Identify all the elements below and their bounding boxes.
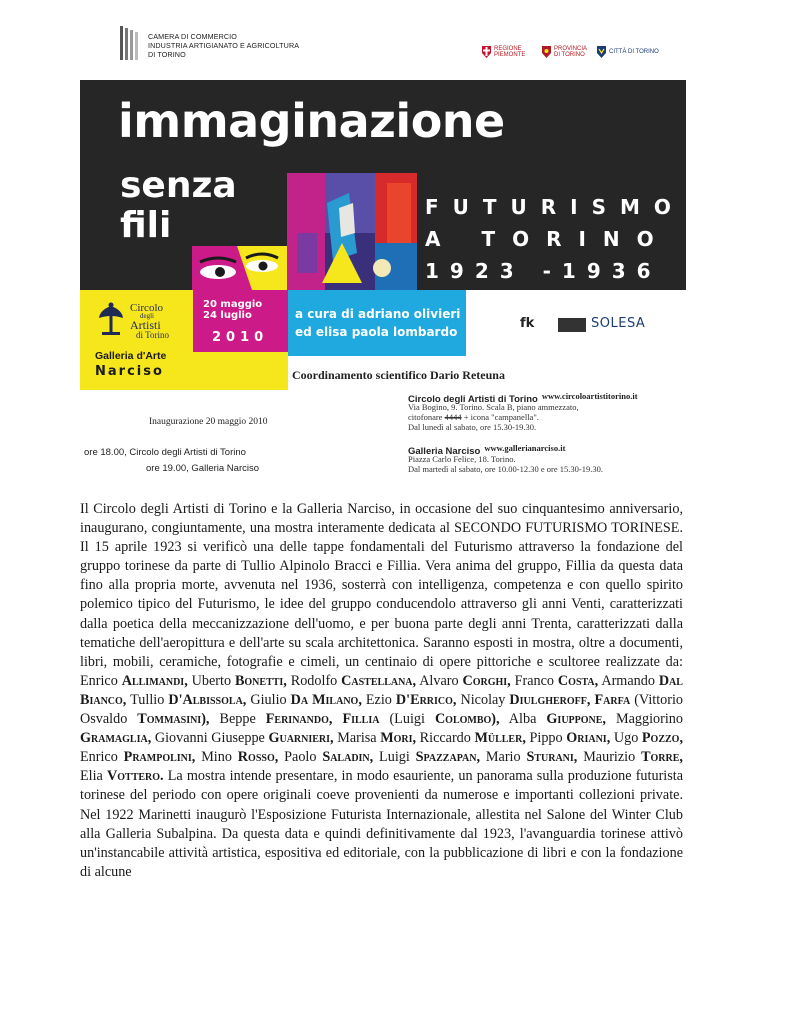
artist-surname: D'Errico, — [395, 691, 457, 708]
camera-di-commercio-logo-icon — [118, 24, 142, 62]
artist-surname: Rosso, — [237, 749, 279, 766]
sponsor-solesa-logo: SOLESA — [591, 316, 646, 331]
artist-surname: Farfa — [594, 691, 631, 708]
venue-narciso-url[interactable]: www.gallerianarciso.it — [484, 443, 566, 453]
artist-firstname: Mino — [195, 749, 238, 766]
artist-surname: Guarnieri, — [268, 730, 334, 747]
artist-surname: Diulgheroff, — [509, 691, 591, 708]
coordinamento-text: Coordinamento scientifico Dario Reteuna — [292, 368, 505, 382]
years-heading: 1923 -1936 — [425, 259, 662, 283]
artist-surname: Pozzo, — [641, 730, 684, 747]
provincia-shield-icon — [542, 46, 551, 58]
artist-surname: Giuppone, — [546, 711, 606, 728]
poster-title-fili: fili — [120, 205, 172, 246]
artist-surname: Dal Bianco, — [80, 672, 683, 708]
body-paragraph: Il Circolo degli Artisti di Torino e la Galleria Narciso, in occasione del suo cinquantesimo anniversario, inaugurano, congiuntamente, una mostra interamente dedicata al SECONDO FUTURISMO TORINESE. Il 15 aprile 1923 si verificò una delle tappe fondamentali del Futurismo attraverso la fondazione del gruppo torinese da parte di Tullio Alpinolo Bracci e Fillia. Vera anima del gruppo, Fillia da questa data fino alla propria morte, avvenuta nel 1936, sosterrà con intelligenza, competenza e con quello spirito polemico tipico del Futurismo, le idee del gruppo conducendolo attraverso gli anni Venti, caratterizzati dalla poetica della meccanizzazione dell'uomo, e per buona parte degli anni Trenta, caratterizzati dalla tematiche dell'aeropittura e dell'arte su scala architettonica. Saranno esposti in mostra, oltre a documenti, libri, mobili, ceramiche, fotografie e cimeli, un centinaio di opere pittoriche e scultoree realizzate da: Enrico Allimandi, Uberto Bonetti, Rodolfo Castellana, Alvaro Corghi, Franco Costa, Armando Dal Bianco, Tullio D'Albissola, Giulio Da Milano, Ezio D'Errico, Nicolay Diulgheroff, Farfa (Vittorio Osvaldo Tommasini), Beppe Ferinando, Fillia (Luigi Colombo), Alba Giuppone, Maggiorino Gramaglia, Giovanni Giuseppe Guarnieri, Marisa Mori, Riccardo Müller, Pippo Oriani, Ugo Pozzo, Enrico Prampolini, Mino Rosso, Paolo Saladin, Luigi Spazzapan, Mario Sturani, Maurizio Torre, Elia Vottero. La mostra intende presentare, in modo esauriente, un panorama sulla produzione futurista torinese del periodo con opere originali coeve provenienti da numerose e importanti collezioni private. Nel 1922 Marinetti inaugurò l'Esposizione Futurista Internazionale, allestita nel Salone del Winter Club alla Galleria Subalpina. Da questa data e quindi definitivamente dal 1923, l'avanguardia torinese attivò un'instancabile attività artistica, espositiva ed editoriale, con la pubblicazione di libri e con la fondazione di alcune — [80, 501, 684, 880]
galleria-label: Galleria d'Arte — [95, 350, 167, 362]
provincia-torino-logo: PROVINCIA DI TORINO — [542, 42, 587, 62]
artist-firstname: Giulio — [246, 691, 291, 708]
artist-firstname: Maggiorino — [605, 711, 683, 728]
artist-firstname: Giovanni Giuseppe — [151, 730, 269, 747]
artist-surname: Colombo), — [434, 711, 500, 728]
artist-firstname: Franco — [510, 672, 558, 689]
artist-firstname: Enrico — [80, 749, 124, 766]
regione-piemonte-logo: REGIONE PIEMONTE — [482, 42, 525, 62]
venue-circolo-details: Via Bogino, 9. Torino. Scala B, piano ammezzato, citofonare 4444 + icona "campanella". Dal lunedì al sabato, ore 15.30-19.30. — [408, 402, 579, 432]
artist-firstname: Uberto — [187, 672, 235, 689]
sponsor-fk-logo: fk — [520, 316, 535, 331]
a-torino-heading: A TORINO — [425, 227, 671, 251]
opening-time-2: ore 19.00, Galleria Narciso — [146, 463, 259, 474]
citta-torino-logo: CITTÀ DI TORINO — [597, 42, 659, 62]
body-text — [80, 500, 683, 882]
artist-surname: Da Milano, — [290, 691, 362, 708]
artist-surname: Prampolini, — [123, 749, 196, 766]
artist-surname: Allimandi, — [121, 672, 188, 689]
artist-surname: Spazzapan, — [415, 749, 481, 766]
artist-surname: D'Albissola, — [168, 691, 247, 708]
artist-firstname: Alvaro — [416, 672, 463, 689]
futurismo-heading: FUTURISMO — [425, 195, 685, 219]
artist-surname: Torre, — [641, 749, 683, 766]
artist-surname: Gramaglia, — [80, 730, 152, 747]
artist-surname: Müller, — [474, 730, 526, 747]
artist-firstname: Marisa — [333, 730, 381, 747]
venue-circolo-url[interactable]: www.circoloartistitorino.it — [541, 391, 638, 401]
artist-surname: Fillia — [342, 711, 380, 728]
artist-firstname: Enrico — [80, 672, 122, 689]
regione-shield-icon — [482, 46, 491, 58]
sponsor-box-logo-icon — [558, 318, 586, 332]
exhibition-dates: 20 maggio 24 luglio — [203, 299, 263, 321]
artist-firstname: Riccardo — [416, 730, 475, 747]
artist-firstname: Mario — [480, 749, 527, 766]
artist-firstname: Luigi — [373, 749, 416, 766]
eyes-artwork-image — [192, 246, 287, 290]
inaugurazione-text: Inaugurazione 20 maggio 2010 — [149, 417, 268, 427]
artist-firstname — [332, 711, 342, 727]
artist-firstname: Rodolfo — [286, 672, 342, 689]
futurist-painting-image — [287, 173, 417, 290]
artist-surname: Corghi, — [462, 672, 511, 689]
artist-surname: Vottero. — [107, 768, 164, 785]
artist-firstname: Beppe — [209, 711, 266, 728]
circolo-tree-icon — [96, 300, 126, 340]
venue-circolo-name: Circolo degli Artisti di Torino — [408, 394, 538, 405]
artist-surname: Bonetti, — [234, 672, 287, 689]
exhibition-year: 2010 — [212, 330, 269, 345]
opening-time-1: ore 18.00, Circolo degli Artisti di Torino — [84, 447, 246, 458]
narciso-label: Narciso — [95, 364, 164, 379]
poster-title-senza: senza — [120, 165, 237, 206]
artist-surname: Castellana, — [341, 672, 417, 689]
citta-shield-icon — [597, 46, 606, 58]
artist-surname: Tommasini), — [137, 711, 210, 728]
artist-firstname: Ezio — [361, 691, 396, 708]
artist-firstname: Pippo — [525, 730, 567, 747]
curators-text: a cura di adriano olivieri ed elisa paola lombardo — [295, 307, 461, 339]
artist-firstname: (Vittorio Osvaldo — [80, 691, 684, 728]
artist-surname: Costa, — [557, 672, 599, 689]
artist-surname: Sturani, — [526, 749, 578, 766]
artist-firstname: (Luigi — [379, 711, 435, 728]
artist-firstname: Alba — [499, 711, 547, 728]
artist-firstname: Armando — [598, 672, 659, 689]
artist-firstname: Elia — [80, 768, 107, 785]
venue-narciso-details: Piazza Carlo Felice, 18. Torino. Dal martedì al sabato, ore 10.00-12.30 e ore 15.30-19.30. — [408, 454, 603, 474]
artist-firstname: Maurizio — [577, 749, 642, 766]
artist-firstname: Tullio — [126, 691, 169, 708]
poster-title-immaginazione: immaginazione — [118, 94, 505, 148]
camera-di-commercio-text: CAMERA DI COMMERCIO INDUSTRIA ARTIGIANATO E AGRICOLTURA DI TORINO — [148, 32, 300, 59]
artist-surname: Saladin, — [322, 749, 374, 766]
artist-firstname: Paolo — [278, 749, 323, 766]
venue-narciso-name: Galleria Narciso — [408, 446, 481, 457]
artist-firstname: Nicolay — [456, 691, 510, 708]
artist-surname: Ferinando, — [265, 711, 333, 728]
artist-firstname: Ugo — [610, 730, 642, 747]
artist-surname: Oriani, — [566, 730, 611, 747]
circolo-logo-text: Circolo degli Artisti di Torino — [130, 302, 169, 340]
artist-surname: Mori, — [380, 730, 417, 747]
